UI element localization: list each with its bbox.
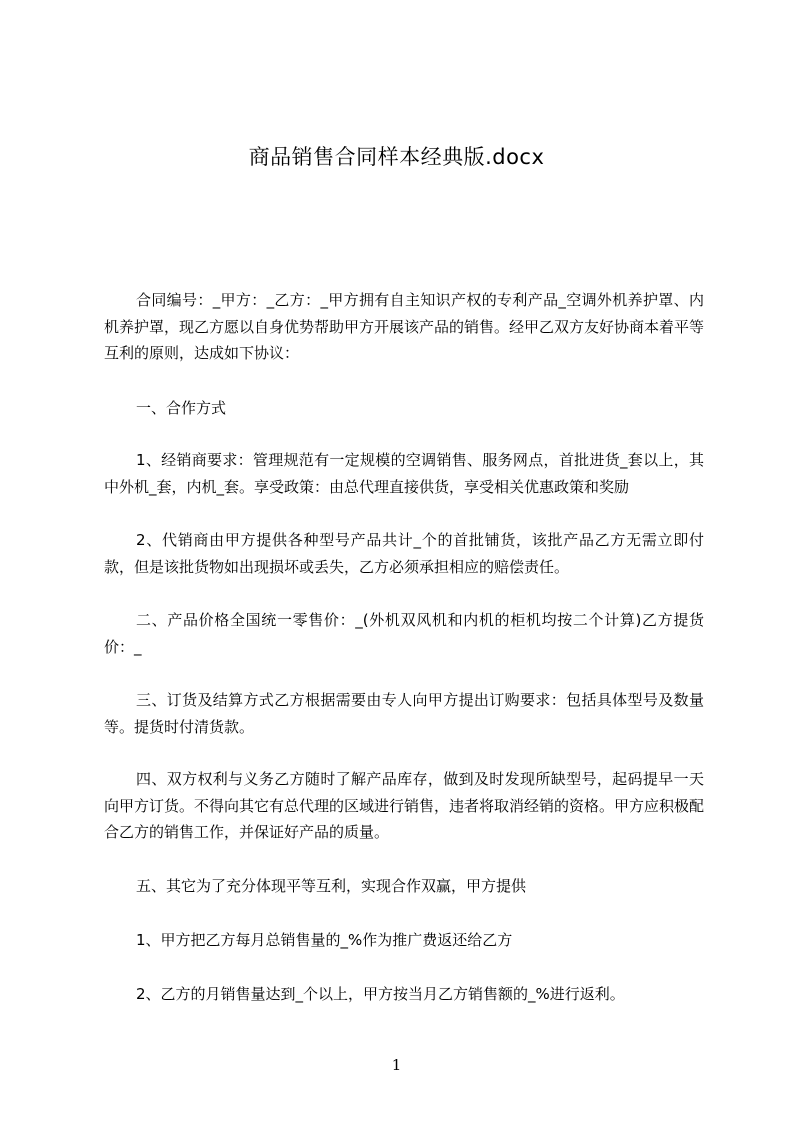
paragraph-contract-intro: 合同编号：_甲方：_乙方：_甲方拥有自主知识产权的专利产品_空调外机养护罩、内机养护罩，现乙方愿以自身优势帮助甲方开展该产品的销售。经甲乙双方友好协商本着平等互利的原则，达成如下协议： xyxy=(104,291,705,362)
paragraph-consignment-terms: 2、代销商由甲方提供各种型号产品共计_个的首批铺货，该批产品乙方无需立即付款，但是该批货物如出现损坏或丢失，乙方必须承担相应的赔偿责任。 xyxy=(104,531,704,576)
paragraph-rights-obligations: 四、双方权利与义务乙方随时了解产品库存，做到及时发现所缺型号，起码提早一天向甲方订货。不得向其它有总代理的区域进行销售，违者将取消经销的资格。甲方应积极配合乙方的销售工作，并保证好产品的质量。 xyxy=(104,770,705,841)
page-number: 1 xyxy=(391,1056,402,1074)
paragraph-ordering-settlement: 三、订货及结算方式乙方根据需要由专人向甲方提出订购要求：包括具体型号及数量等。提货时付清货款。 xyxy=(104,691,704,736)
section-heading-cooperation: 一、合作方式 xyxy=(136,399,227,417)
paragraph-rebate: 2、乙方的月销售量达到_个以上，甲方按当月乙方销售额的_%进行返利。 xyxy=(136,985,625,1003)
document-title: 商品销售合同样本经典版.docx xyxy=(248,145,545,169)
paragraph-product-price: 二、产品价格全国统一零售价：_(外机双风机和内机的柜机均按二个计算)乙方提货价：_ xyxy=(104,611,704,656)
paragraph-distributor-requirements: 1、经销商要求：管理规范有一定规模的空调销售、服务网点，首批进货_套以上，其中外机_套，内机_套。享受政策：由总代理直接供货，享受相关优惠政策和奖励 xyxy=(104,451,704,496)
paragraph-other-terms: 五、其它为了充分体现平等互利，实现合作双赢，甲方提供 xyxy=(136,877,527,895)
paragraph-promotion-fee: 1、甲方把乙方每月总销售量的_%作为推广费返还给乙方 xyxy=(136,931,513,949)
